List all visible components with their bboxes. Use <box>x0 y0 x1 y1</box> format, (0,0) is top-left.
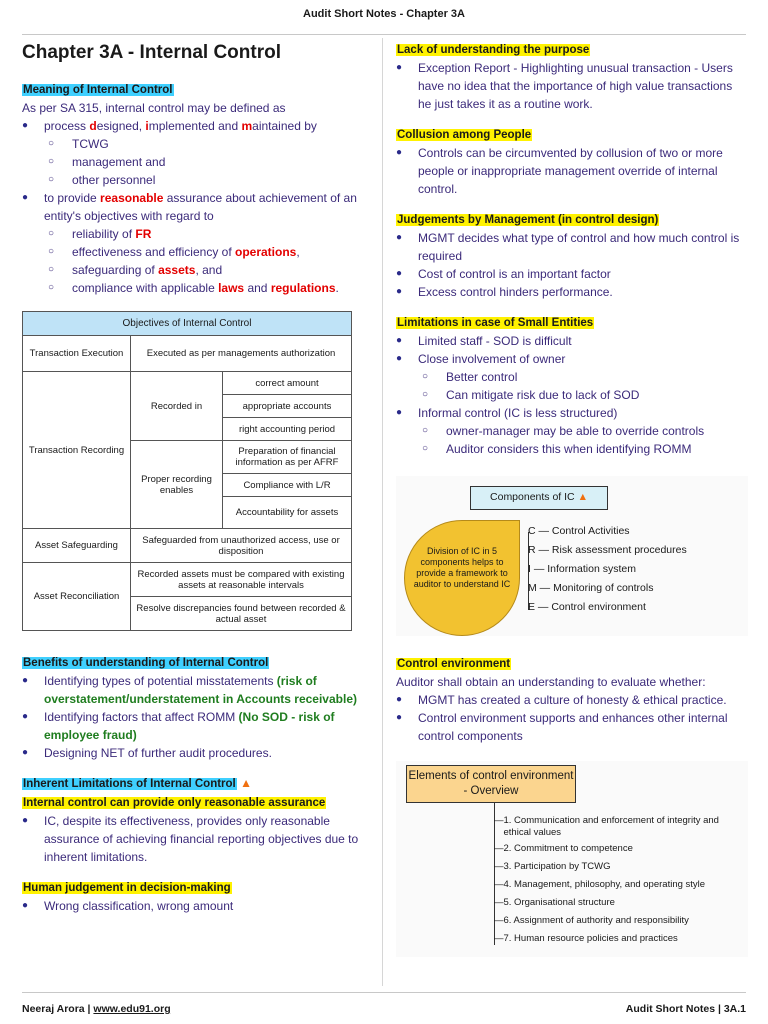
component-item: C — Control Activities <box>528 525 630 537</box>
cell-asset-safeguarding: Safeguarded from unauthorized access, use or disposition <box>131 529 352 563</box>
cell-proper-item: Compliance with L/R <box>223 474 352 497</box>
meaning-list <box>22 117 374 135</box>
element-item: —5. Organisational structure <box>494 897 615 908</box>
footer-site-link[interactable]: www.edu91.org <box>93 1003 171 1015</box>
collusion-item: ● Controls can be circumvented by collusion of two or more people or inappropriate management override of internal control. <box>396 144 748 198</box>
meaning-item-assurance: ● to provide reasonable assurance about achievement of an entity's objectives with regard to <box>22 189 374 225</box>
cell-proper-recording: Proper recording enables <box>131 441 223 529</box>
element-item: —1. Communication and enforcement of integrity and ethical values <box>494 815 719 838</box>
components-diagram <box>396 476 748 636</box>
judgement-item: ● Excess control hinders performance. <box>396 283 748 301</box>
meaning-sub-item: ○ management and <box>46 153 374 171</box>
component-item: R — Risk assessment procedures <box>528 544 687 556</box>
control-environment-heading: Control environment <box>397 658 511 670</box>
components-title-box: Components of IC ▲ <box>470 486 608 510</box>
meaning-heading: Meaning of Internal Control <box>23 84 173 96</box>
small-entities-item: ● Informal control (IC is less structured) <box>396 404 748 422</box>
components-circle-text: Division of IC in 5 components helps to provide a framework to auditor to understand IC <box>413 546 511 589</box>
cell-recorded-item: right accounting period <box>223 418 352 441</box>
lack-item: ● Exception Report - Highlighting unusual transaction - Users have no idea that the importance of high value transactions he just takes it as a routine work. <box>396 59 748 113</box>
small-entities-item: ● Limited staff - SOD is difficult <box>396 332 748 350</box>
benefits-item: ● Designing NET of further audit procedures. <box>22 744 374 762</box>
control-environment-item: ● Control environment supports and enhances other internal control components <box>396 709 748 745</box>
component-item: M — Monitoring of controls <box>528 582 654 594</box>
meaning-item-process: ● process designed, implemented and maintained by <box>22 117 374 135</box>
chapter-title: Chapter 3A - Internal Control <box>22 42 281 63</box>
control-environment-section <box>396 654 748 745</box>
judgement-heading: Judgements by Management (in control design) <box>397 214 659 226</box>
lack-section <box>396 40 748 113</box>
judgement-item: ● Cost of control is an important factor <box>396 265 748 283</box>
column-divider <box>382 38 383 986</box>
control-environment-item: ● MGMT has created a culture of honesty & ethical practice. <box>396 691 748 709</box>
objectives-table <box>22 311 352 631</box>
meaning-section <box>22 80 374 297</box>
lack-heading: Lack of understanding the purpose <box>397 44 590 56</box>
component-item: E — Control environment <box>528 601 646 613</box>
inherent-subheading: Internal control can provide only reasonable assurance <box>23 797 326 809</box>
benefits-section <box>22 653 374 762</box>
meaning-sub-item: ○ reliability of FR <box>46 225 374 243</box>
objectives-table-title: Objectives of Internal Control <box>23 312 352 336</box>
footer-divider <box>22 992 746 993</box>
row-label-asset-reconciliation: Asset Reconciliation <box>23 563 131 631</box>
cell-recorded-in: Recorded in <box>131 372 223 441</box>
left-column <box>22 40 374 915</box>
row-label-asset-safeguarding: Asset Safeguarding <box>23 529 131 563</box>
control-environment-intro: Auditor shall obtain an understanding to evaluate whether: <box>396 675 706 689</box>
cell-recorded-item: correct amount <box>223 372 352 395</box>
fire-icon: ▲ <box>577 491 588 503</box>
benefits-item: ● Identifying factors that affect ROMM (No SOD - risk of employee fraud) <box>22 708 374 744</box>
meaning-sublist-2 <box>22 225 374 297</box>
inherent-section <box>22 774 374 866</box>
meaning-sub-item: ○ effectiveness and efficiency of operations, <box>46 243 374 261</box>
fire-icon: ▲ <box>240 776 252 790</box>
row-label-transaction-recording: Transaction Recording <box>23 372 131 529</box>
small-entities-sub-item: ○ owner-manager may be able to override controls <box>420 422 748 440</box>
meaning-sub-item: ○ compliance with applicable laws and regulations. <box>46 279 374 297</box>
small-entities-item: ● Close involvement of owner <box>396 350 748 368</box>
small-entities-sub-item: ○ Auditor considers this when identifying ROMM <box>420 440 748 458</box>
elements-diagram <box>396 761 748 957</box>
right-column <box>396 40 748 957</box>
collusion-heading: Collusion among People <box>397 129 532 141</box>
judgement-section <box>396 210 748 301</box>
cell-transaction-execution: Executed as per managements authorization <box>131 336 352 372</box>
element-item: —3. Participation by TCWG <box>494 861 611 872</box>
judgement-item: ● MGMT decides what type of control and how much control is required <box>396 229 748 265</box>
meaning-sublist-1 <box>22 135 374 189</box>
header-divider <box>22 34 746 35</box>
cell-proper-item: Accountability for assets <box>223 497 352 529</box>
footer-page-ref: Audit Short Notes | 3A.1 <box>625 1003 746 1015</box>
component-item: I — Information system <box>528 563 636 575</box>
element-item: —7. Human resource policies and practices <box>494 933 678 944</box>
small-entities-section <box>396 313 748 458</box>
small-entities-heading: Limitations in case of Small Entities <box>397 317 594 329</box>
benefits-heading: Benefits of understanding of Internal Control <box>23 657 269 669</box>
page-header: Audit Short Notes - Chapter 3A <box>303 8 465 20</box>
meaning-sub-item: ○ TCWG <box>46 135 374 153</box>
small-entities-sub-item: ○ Better control <box>420 368 748 386</box>
human-section <box>22 878 374 915</box>
meaning-intro: As per SA 315, internal control may be defined as <box>22 101 286 115</box>
footer-author <box>22 1003 171 1015</box>
element-item: —4. Management, philosophy, and operating style <box>494 879 706 890</box>
inherent-item: ● IC, despite its effectiveness, provides only reasonable assurance of achieving financial reporting objectives due to inherent limitations. <box>22 812 374 866</box>
row-label-transaction-execution: Transaction Execution <box>23 336 131 372</box>
inherent-heading: Inherent Limitations of Internal Control <box>23 778 236 790</box>
human-item: ● Wrong classification, wrong amount <box>22 897 374 915</box>
cell-asset-reconciliation: Resolve discrepancies found between recorded & actual asset <box>131 597 352 631</box>
cell-proper-item: Preparation of financial information as per AFRF <box>223 441 352 474</box>
collusion-section <box>396 125 748 198</box>
human-heading: Human judgement in decision-making <box>23 882 231 894</box>
meaning-sub-item: ○ safeguarding of assets, and <box>46 261 374 279</box>
cell-asset-reconciliation: Recorded assets must be compared with existing assets at reasonable intervals <box>131 563 352 597</box>
elements-title-box: Elements of control environment - Overview <box>406 765 576 803</box>
footer-author-name: Neeraj Arora | <box>22 1003 91 1015</box>
small-entities-sub-item: ○ Can mitigate risk due to lack of SOD <box>420 386 748 404</box>
benefits-item: ● Identifying types of potential misstatements (risk of overstatement/understatement in Accounts receivable) <box>22 672 374 708</box>
element-item: —6. Assignment of authority and responsibility <box>494 915 689 926</box>
element-item: —2. Commitment to competence <box>494 843 633 854</box>
cell-recorded-item: appropriate accounts <box>223 395 352 418</box>
meaning-sub-item: ○ other personnel <box>46 171 374 189</box>
